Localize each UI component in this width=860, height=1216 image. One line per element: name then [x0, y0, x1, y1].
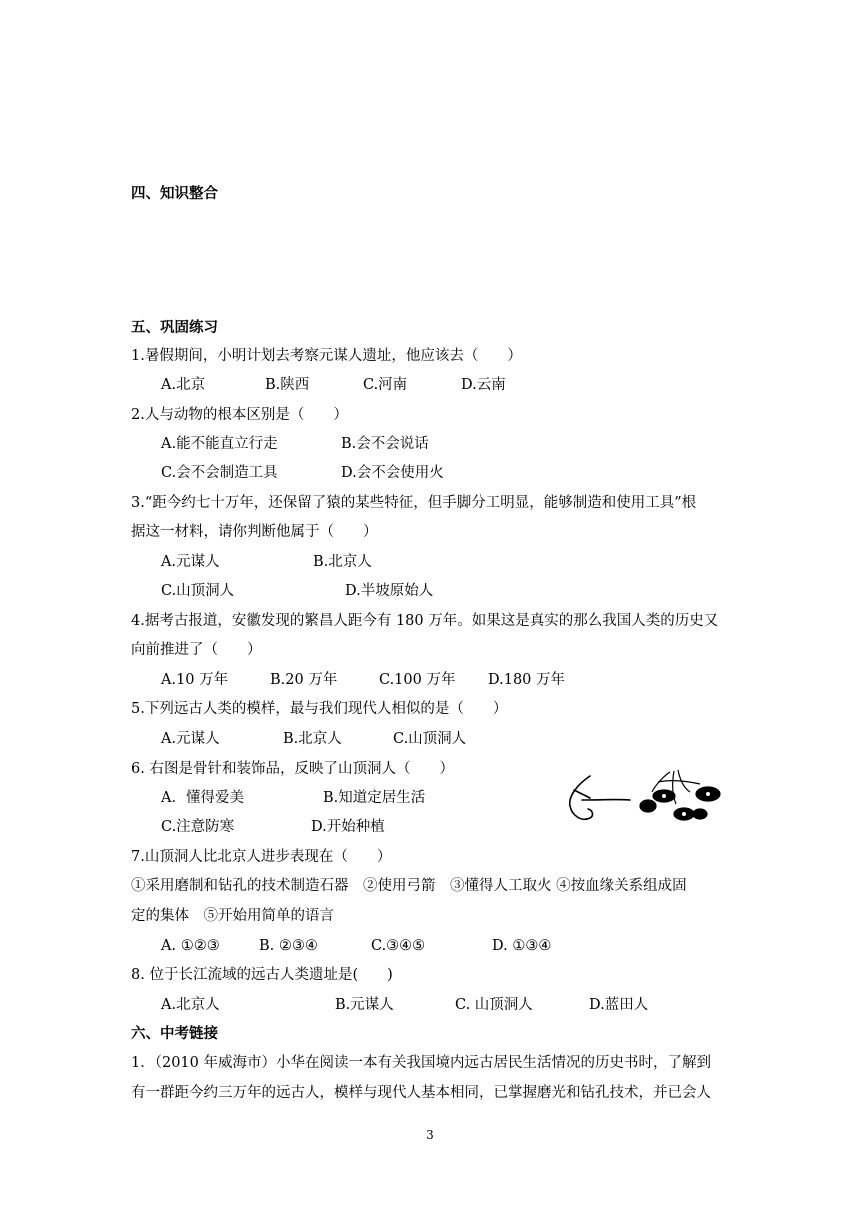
question-3-stem-line-2: 据这一材料，请你判断他属于（ ） [131, 524, 378, 540]
q2-option-a: A.能不能直立行走 [161, 436, 278, 452]
q5-option-a: A.元谋人 [161, 731, 220, 747]
q2-option-d: D.会不会使用火 [341, 465, 444, 481]
q3-option-b: B.北京人 [313, 554, 372, 570]
question-4-stem-line-1: 4.据考古报道，安徽发现的繁昌人距今有 180 万年。如果这是真实的那么我国人类的历史又 [131, 613, 719, 629]
q5-option-b: B.北京人 [283, 731, 342, 747]
section-heading-knowledge: 四、知识整合 [131, 186, 218, 202]
ornaments-drawing [640, 770, 720, 820]
question-5-stem: 5.下列远古人类的模样，最与我们现代人相似的是（ ） [131, 701, 508, 717]
q3-option-d: D.半坡原始人 [345, 583, 434, 599]
q4-option-a: A.10 万年 [161, 672, 229, 688]
q7-option-d: D. ①③④ [492, 938, 552, 954]
q6-option-c: C.注意防寒 [161, 819, 235, 835]
q7-option-b: B. ②③④ [259, 938, 318, 954]
q8-option-c: C. 山顶洞人 [455, 997, 533, 1013]
q1-option-b: B.陕西 [265, 377, 310, 393]
q5-option-c: C.山顶洞人 [393, 731, 467, 747]
page-number: 3 [426, 1128, 434, 1142]
q3-option-a: A.元谋人 [161, 554, 220, 570]
q4-option-c: C.100 万年 [379, 672, 456, 688]
section-heading-exam-link: 六、中考链接 [131, 1026, 218, 1042]
q8-option-a: A.北京人 [161, 997, 220, 1013]
question-8-stem: 8. 位于长江流域的远古人类遗址是( ) [131, 967, 393, 983]
question-7-stem: 7.山顶洞人比北京人进步表现在（ ） [131, 849, 392, 865]
q8-option-d: D.蓝田人 [589, 997, 649, 1013]
q6-option-a: A．懂得爱美 [161, 790, 244, 806]
q1-option-a: A.北京 [161, 377, 206, 393]
section-heading-practice: 五、巩固练习 [131, 320, 218, 336]
q7-option-a: A. ①②③ [161, 938, 220, 954]
q6-option-d: D.开始种植 [311, 819, 385, 835]
question-1-stem: 1.暑假期间，小明计划去考察元谋人遗址，他应该去（ ） [131, 348, 522, 364]
bone-needle-ornaments-figure [560, 762, 725, 830]
q1-option-c: C.河南 [363, 377, 408, 393]
q4-option-b: B.20 万年 [270, 672, 338, 688]
question-4-stem-line-2: 向前推进了（ ） [131, 642, 262, 658]
question-7-body-line-2: 定的集体 ⑤开始用简单的语言 [131, 908, 334, 924]
question-7-body-line-1: ①采用磨制和钻孔的技术制造石器 ②使用弓箭 ③懂得人工取火 ④按血缘关系组成固 [131, 878, 687, 894]
q6-option-b: B.知道定居生活 [323, 790, 426, 806]
exam-link-line-1: 1．（2010 年威海市）小华在阅读一本有关我国境内远古居民生活情况的历史书时，了解到 [131, 1055, 711, 1071]
q2-option-c: C.会不会制造工具 [161, 465, 278, 481]
question-6-stem: 6. 右图是骨针和装饰品，反映了山顶洞人（ ） [131, 761, 454, 777]
q8-option-b: B.元谋人 [335, 997, 394, 1013]
q1-option-d: D.云南 [461, 377, 506, 393]
q3-option-c: C.山顶洞人 [161, 583, 235, 599]
q7-option-c: C.③④⑤ [371, 938, 426, 954]
q2-option-b: B.会不会说话 [341, 436, 429, 452]
q4-option-d: D.180 万年 [488, 672, 566, 688]
bone-needle-drawing [570, 776, 630, 819]
exam-link-line-2: 有一群距今约三万年的远古人，模样与现代人基本相同，已掌握磨光和钻孔技术，并已会人 [131, 1085, 711, 1101]
question-2-stem: 2.人与动物的根本区别是（ ） [131, 407, 348, 423]
question-3-stem-line-1: 3.“距今约七十万年，还保留了猿的某些特征，但手脚分工明显，能够制造和使用工具”根 [131, 495, 697, 511]
